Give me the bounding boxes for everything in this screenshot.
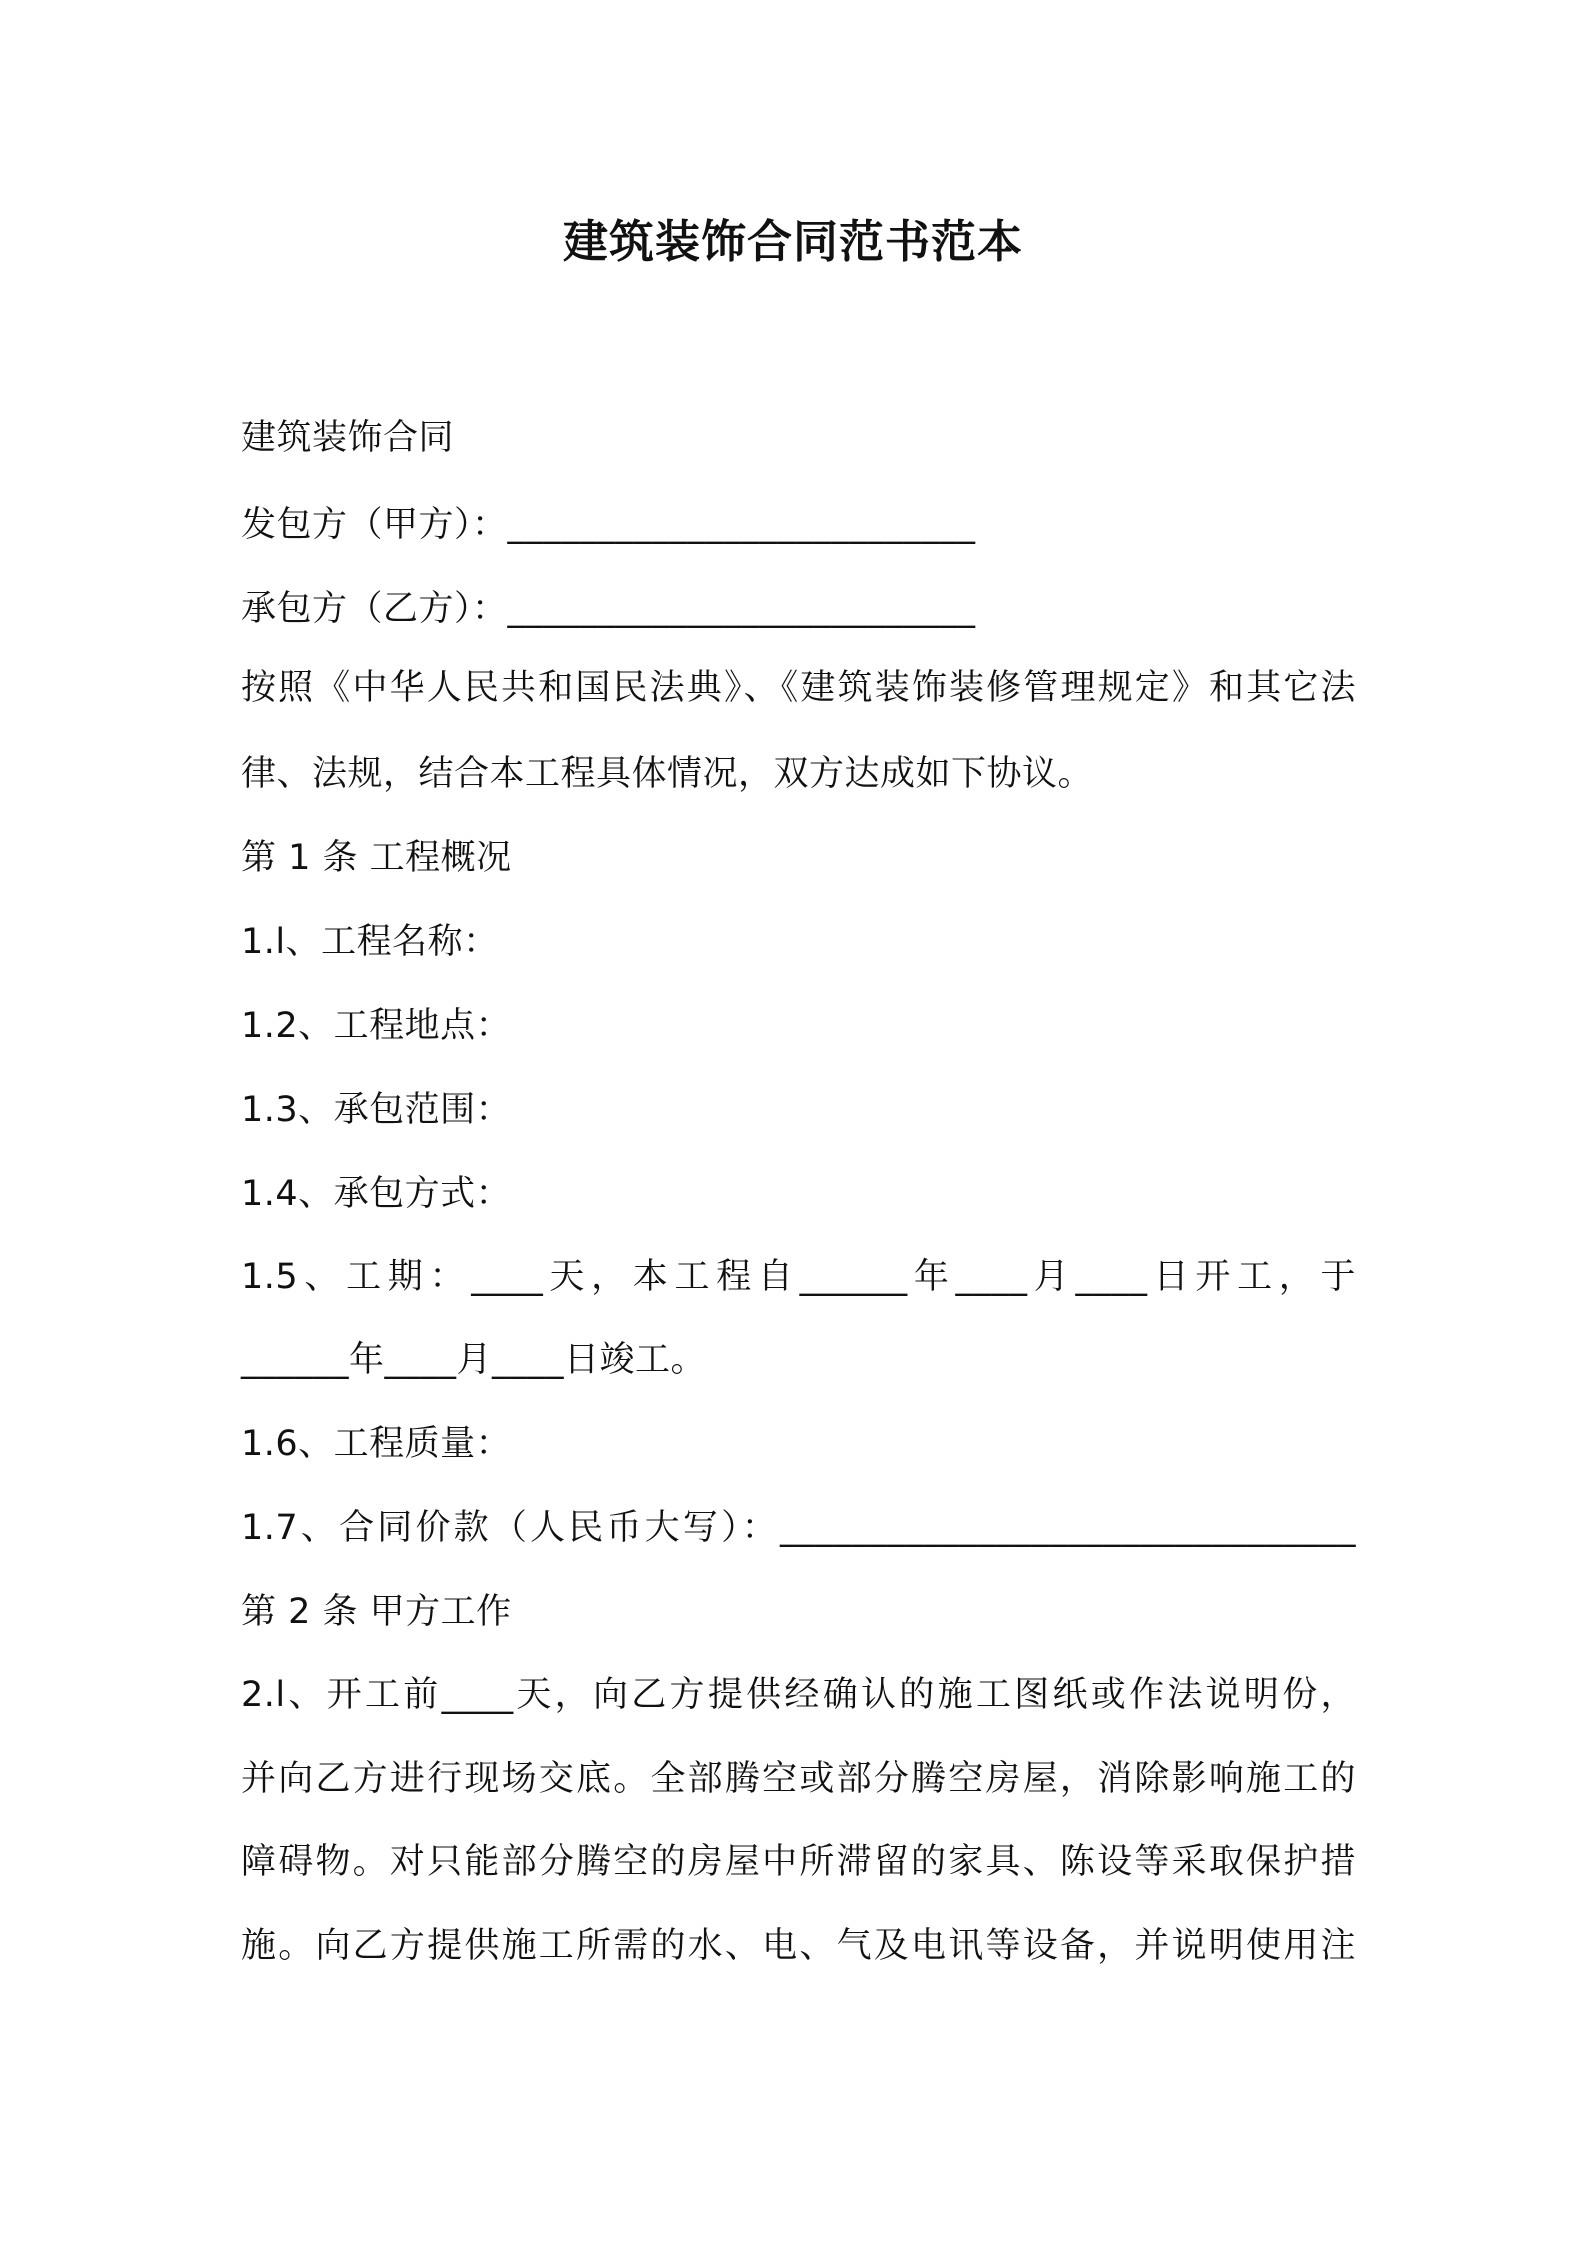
party-b-line: 承包方（乙方）：__________________________ bbox=[241, 589, 976, 629]
preamble-line-1: 按照《中华人民共和国民法典》、《建筑装饰装修管理规定》和其它法 bbox=[241, 668, 1356, 708]
article-2-heading: 第 2 条 甲方工作 bbox=[241, 1592, 512, 1632]
clause-1-1: 1.l、工程名称： bbox=[241, 922, 499, 962]
clause-2-1-line-3: 障碍物。对只能部分腾空的房屋中所滞留的家具、陈设等采取保护措 bbox=[241, 1842, 1356, 1882]
clause-1-6: 1.6、工程质量： bbox=[241, 1424, 512, 1464]
article-1-heading: 第 1 条 工程概况 bbox=[241, 838, 512, 878]
clause-1-3: 1.3、承包范围： bbox=[241, 1090, 512, 1130]
clause-1-4: 1.4、承包方式： bbox=[241, 1174, 512, 1214]
contract-heading: 建筑装饰合同 bbox=[241, 418, 455, 458]
party-a-line: 发包方（甲方）：__________________________ bbox=[241, 505, 976, 545]
clause-1-2: 1.2、工程地点： bbox=[241, 1006, 512, 1046]
preamble-line-2: 律、法规，结合本工程具体情况，双方达成如下协议。 bbox=[241, 754, 1094, 794]
clause-2-1-line-1: 2.l、开工前____天，向乙方提供经确认的施工图纸或作法说明份， bbox=[241, 1675, 1356, 1715]
clause-2-1-line-4: 施。向乙方提供施工所需的水、电、气及电讯等设备，并说明使用注 bbox=[241, 1926, 1356, 1966]
clause-1-5-line-1: 1.5、工期：____天，本工程自______年____月____日开工，于 bbox=[241, 1257, 1356, 1297]
clause-1-7: 1.7、合同价款（人民币大写）：________________________________ bbox=[241, 1508, 1356, 1548]
clause-2-1-line-2: 并向乙方进行现场交底。全部腾空或部分腾空房屋，消除影响施工的 bbox=[241, 1759, 1356, 1799]
clause-1-5-line-2: ______年____月____日竣工。 bbox=[241, 1340, 707, 1380]
document-title: 建筑装饰合同范书范本 bbox=[562, 215, 1023, 268]
